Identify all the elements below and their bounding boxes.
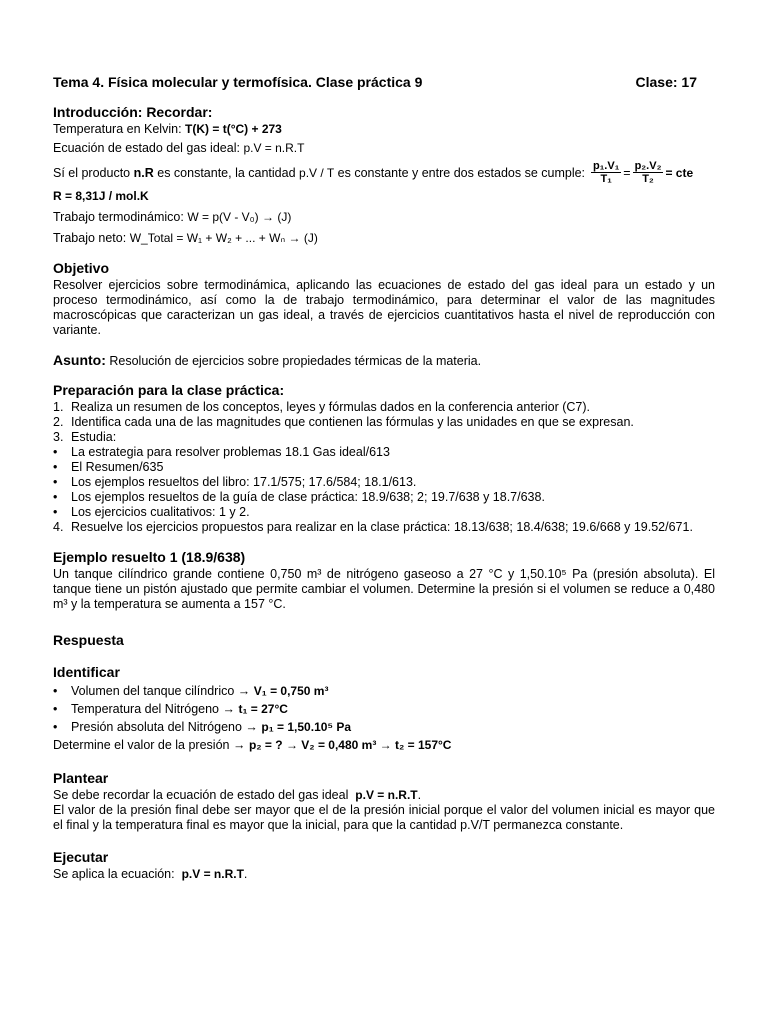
r-constant: R = 8,31J / mol.K (53, 189, 149, 203)
kelvin-line: Temperatura en Kelvin: T(K) = t(°C) + 273 (53, 122, 282, 136)
class-number: Clase: 17 (635, 74, 697, 90)
fraction-state-1: $\frac{\text{p₁.V₁}}{\text{T₁}}$ (593, 160, 620, 185)
fraction-state-2: $\frac{\text{p₂.V₂}}{\text{T₂}}$ (634, 160, 662, 185)
gas-formula: p.V = n.R.T (243, 141, 305, 155)
list-item: • El Resumen/635 (53, 460, 164, 474)
asunto-line: Asunto: Resolución de ejercicios sobre propiedades térmicas de la materia. (53, 352, 482, 368)
product-line: Sí el producto n.R es constante, la cantidad p.V / T es constante y entre dos estados se cumple: $\frac{\text{p₁.V₁}}{\text{T₁}}$ = $\frac{\text{p₂.V₂}}{\text{T₂}}$ = cte (53, 160, 694, 185)
intro-heading: Introducción: Recordar: (53, 104, 213, 120)
ejecutar-heading: Ejecutar (53, 849, 109, 865)
document-page (53, 74, 715, 882)
net-work-formula: W_Total = W₁ + W₂ + ... + Wₙ → (J) (129, 231, 318, 245)
objetivo-text: Resolver ejercicios sobre termodinámica, aplicando las ecuaciones de estado del gas ideal para un estado y un proceso termodinámico, así como la de trabajo termodinámico, para determinar el valor de las magnitudes macroscópicas que caracterizan un gas ideal, a través de ejercicios cuantitativos hasta el nivel de reproducción con variante. (53, 278, 715, 337)
list-item: 2. Identifica cada una de las magnitudes que contienen las fórmulas y las unidades en que se expresan. (53, 415, 634, 429)
list-item: • Presión absoluta del Nitrógeno → p₁ = 1,50.10⁵ Pa (53, 720, 352, 734)
list-item: • Los ejemplos resueltos del libro: 17.1/575; 17.6/584; 18.1/613. (53, 475, 417, 489)
list-item: • Los ejercicios cualitativos: 1 y 2. (53, 505, 250, 519)
kelvin-formula: T(K) = t(°C) + 273 (185, 122, 282, 136)
work-formula: W = p(V - V₀) → (J) (187, 210, 292, 224)
preparacion-list (53, 400, 715, 535)
net-work-line: Trabajo neto: W_Total = W₁ + W₂ + ... + Wₙ → (J) (53, 231, 318, 245)
plantear-heading: Plantear (53, 770, 109, 786)
list-item: 1. Realiza un resumen de los conceptos, leyes y fórmulas dados en la conferencia anterior (C7). (53, 400, 591, 414)
work-line: Trabajo termodinámico: W = p(V - V₀) → (J) (53, 210, 292, 224)
gas-line: Ecuación de estado del gas ideal: p.V = n.R.T (53, 141, 305, 155)
list-item: 3. Estudia: (53, 430, 117, 444)
plantear-line: Se debe recordar la ecuación de estado del gas ideal p.V = n.R.T. (53, 788, 422, 802)
list-item: • Los ejemplos resueltos de la guía de clase práctica: 18.9/638; 2; 19.7/638 y 18.7/638. (53, 490, 545, 504)
list-item: 4. Resuelve los ejercicios propuestos para realizar en la clase práctica: 18.13/638; 18.4/638; 19.6/668 y 19.52/671. (53, 520, 693, 534)
list-item: • Volumen del tanque cilíndrico → V₁ = 0,750 m³ (53, 684, 329, 698)
ejemplo-text: Un tanque cilíndrico grande contiene 0,750 m³ de nitrógeno gaseoso a 27 °C y 1,50.10⁵ Pa (presión absoluta). El tanque tiene un pistón ajustado que permite cambiar el volumen. Determine la presión si el volumen se reduce a 0,480 m³ y la temperatura se aumenta a 157 °C. (53, 567, 715, 611)
header-row (53, 74, 715, 90)
ratio-formula: p.V / T (299, 165, 335, 180)
preparacion-heading: Preparación para la clase práctica: (53, 382, 285, 398)
ejecutar-line: Se aplica la ecuación: p.V = n.R.T. (53, 867, 248, 881)
identificar-heading: Identificar (53, 664, 120, 680)
determine-line: Determine el valor de la presión → p₂ = ? → V₂ = 0,480 m³ → t₂ = 157°C (53, 738, 452, 752)
ejemplo-heading: Ejemplo resuelto 1 (18.9/638) (53, 549, 246, 565)
plantear-text: El valor de la presión final debe ser mayor que el de la presión inicial porque el valor del volumen inicial es mayor que el final y la temperatura final es mayor que la inicial, para que la cantidad p.V/T permanezca constante. (53, 803, 715, 832)
list-item: • Temperatura del Nitrógeno → t₁ = 27°C (53, 702, 288, 716)
objetivo-heading: Objetivo (53, 260, 110, 276)
respuesta-heading: Respuesta (53, 632, 124, 648)
list-item: • La estrategia para resolver problemas 18.1 Gas ideal/613 (53, 445, 390, 459)
document-title: Tema 4. Física molecular y termofísica. Clase práctica 9 (53, 74, 423, 90)
